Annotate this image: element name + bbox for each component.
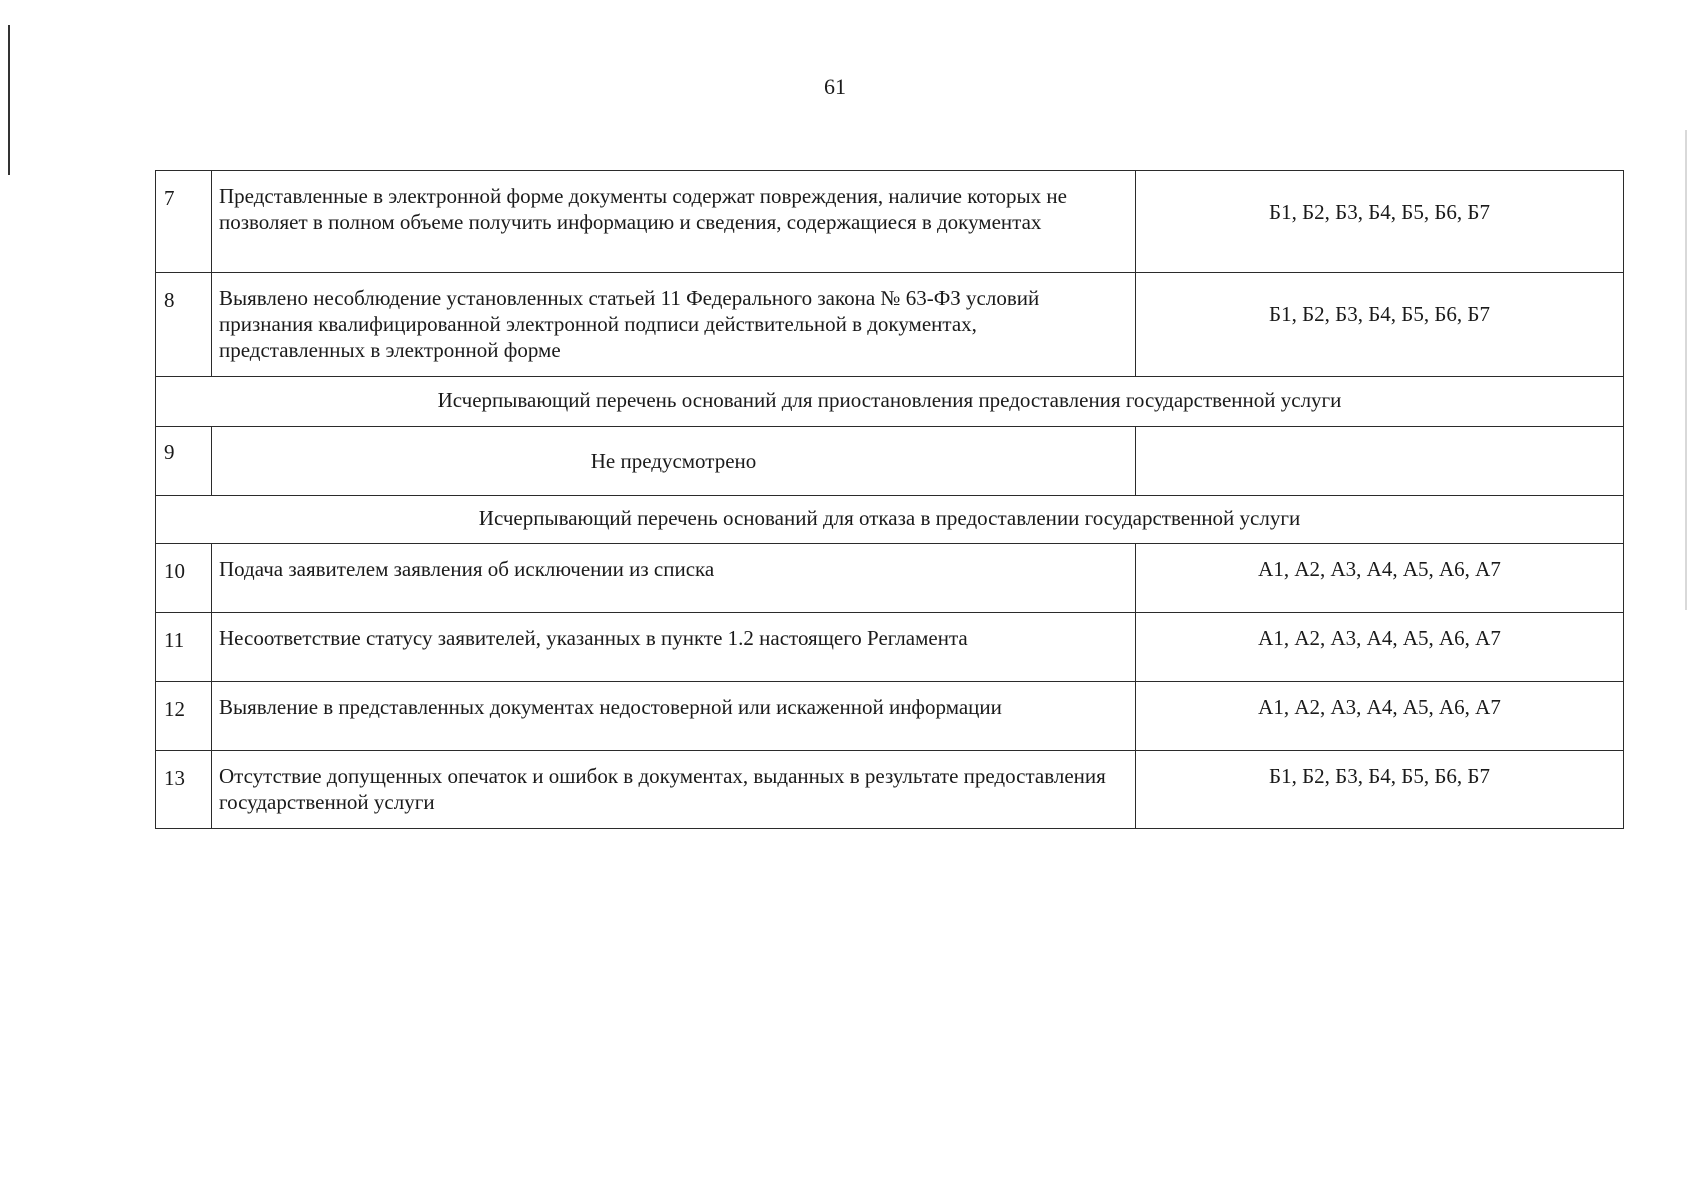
grounds-table bbox=[155, 170, 1624, 829]
row-number: 12 bbox=[156, 682, 212, 751]
row-codes bbox=[1136, 427, 1624, 496]
section-row bbox=[156, 377, 1624, 427]
section-row bbox=[156, 496, 1624, 544]
table-row bbox=[156, 171, 1624, 273]
section-heading-suspension: Исчерпывающий перечень оснований для приостановления предоставления государственной услуги bbox=[156, 377, 1624, 427]
table-row bbox=[156, 613, 1624, 682]
row-codes: А1, А2, А3, А4, А5, А6, А7 bbox=[1136, 544, 1624, 613]
row-codes: Б1, Б2, Б3, Б4, Б5, Б6, Б7 bbox=[1136, 751, 1624, 829]
row-number: 9 bbox=[156, 427, 212, 496]
row-description: Выявление в представленных документах недостоверной или искаженной информации bbox=[212, 682, 1136, 751]
row-codes: А1, А2, А3, А4, А5, А6, А7 bbox=[1136, 682, 1624, 751]
scan-edge-left bbox=[8, 25, 10, 175]
table-row bbox=[156, 751, 1624, 829]
row-number: 8 bbox=[156, 273, 212, 377]
scan-edge-right bbox=[1685, 130, 1687, 610]
row-number: 13 bbox=[156, 751, 212, 829]
table-row bbox=[156, 273, 1624, 377]
page-number: 61 bbox=[824, 74, 846, 99]
row-description: Отсутствие допущенных опечаток и ошибок в документах, выданных в результате предоставления государственной услуги bbox=[212, 751, 1136, 829]
row-description: Представленные в электронной форме документы содержат повреждения, наличие которых не позволяет в полном объеме получить информацию и сведения, содержащиеся в документах bbox=[212, 171, 1136, 273]
table-row bbox=[156, 682, 1624, 751]
row-number: 11 bbox=[156, 613, 212, 682]
row-codes: Б1, Б2, Б3, Б4, Б5, Б6, Б7 bbox=[1136, 171, 1624, 273]
row-description: Не предусмотрено bbox=[212, 427, 1136, 496]
row-description: Подача заявителем заявления об исключении из списка bbox=[212, 544, 1136, 613]
table-row bbox=[156, 544, 1624, 613]
section-heading-refusal: Исчерпывающий перечень оснований для отказа в предоставлении государственной услуги bbox=[156, 496, 1624, 544]
row-description: Выявлено несоблюдение установленных статьей 11 Федерального закона № 63-ФЗ условий признания квалифицированной электронной подписи действительной в документах, представленных в электронной форме bbox=[212, 273, 1136, 377]
row-number: 7 bbox=[156, 171, 212, 273]
row-codes: Б1, Б2, Б3, Б4, Б5, Б6, Б7 bbox=[1136, 273, 1624, 377]
row-number: 10 bbox=[156, 544, 212, 613]
row-description: Несоответствие статусу заявителей, указанных в пункте 1.2 настоящего Регламента bbox=[212, 613, 1136, 682]
row-codes: А1, А2, А3, А4, А5, А6, А7 bbox=[1136, 613, 1624, 682]
table-row bbox=[156, 427, 1624, 496]
